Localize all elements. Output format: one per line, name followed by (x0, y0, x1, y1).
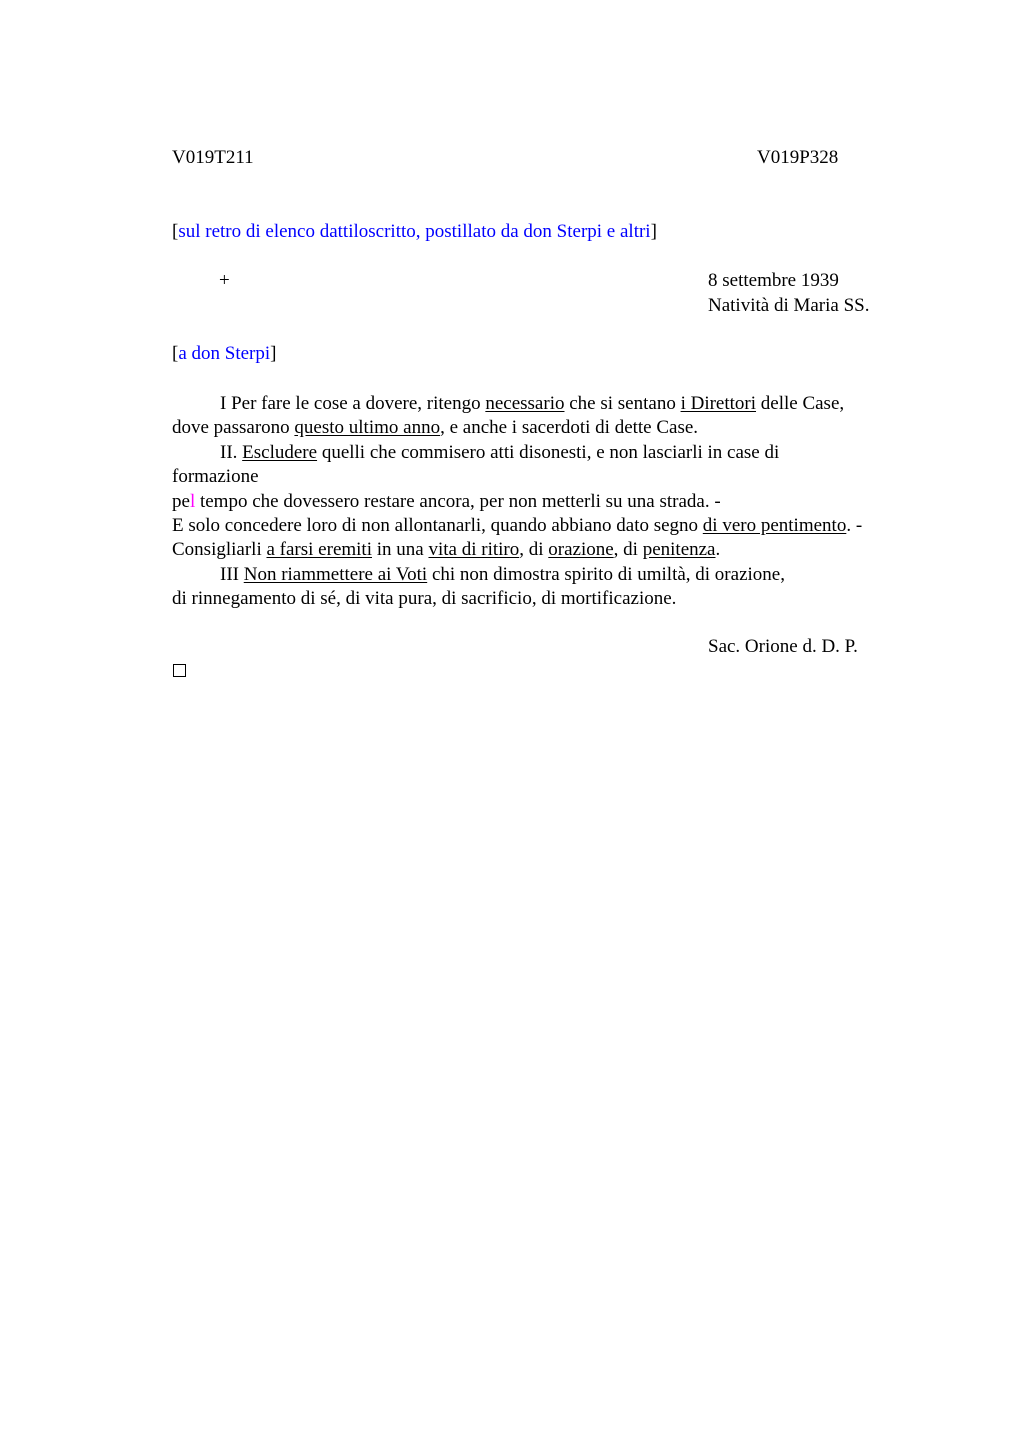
recipient-text: a don Sterpi (178, 343, 271, 364)
date-line: 8 settembre 1939 (708, 270, 839, 291)
recipient-note (172, 342, 276, 366)
underlined-text: a farsi eremiti (266, 539, 372, 561)
underlined-text: Non riammettere ai Voti (243, 563, 428, 585)
text-run: II. (220, 441, 243, 463)
underlined-text: Escludere (242, 441, 318, 463)
editor-note (172, 220, 657, 244)
feast-line: Natività di Maria SS. (708, 295, 870, 316)
text-run: . (715, 539, 721, 561)
underlined-text: penitenza (642, 539, 716, 561)
body-line (172, 416, 932, 440)
text-run: dove passarono (172, 417, 295, 439)
body-line (172, 538, 932, 562)
body-line (172, 514, 932, 538)
underlined-text: vita di ritiro (428, 539, 520, 561)
recipient-open-bracket: [ (172, 343, 179, 364)
text-run: chi non dimostra spirito di umiltà, di orazione, (427, 563, 785, 585)
underlined-text: questo ultimo anno (294, 417, 441, 439)
text-run: quelli che commisero atti disonesti, e non lasciarli in case di (317, 441, 780, 463)
text-run: I Per fare le cose a dovere, ritengo (220, 393, 486, 414)
cross-mark: + (219, 270, 230, 291)
underlined-text: i Direttori (680, 393, 757, 414)
body-line (172, 441, 932, 465)
text-run: delle Case, (756, 393, 845, 414)
body-line (172, 490, 932, 514)
text-run: pe (172, 490, 190, 512)
text-run: , di (613, 539, 643, 561)
underlined-text: di vero pentimento (702, 515, 847, 537)
text-run: . - (846, 515, 863, 537)
text-run: , di (519, 539, 549, 561)
text-run: che si sentano (564, 393, 681, 414)
text-run: formazione (172, 466, 259, 488)
text-run: III (220, 563, 244, 585)
recipient-close-bracket: ] (270, 343, 277, 364)
signature: Sac. Orione d. D. P. (708, 636, 858, 657)
text-run: Consigliarli (172, 539, 267, 561)
letter-body (172, 392, 932, 612)
document-code-left: V019T211 (172, 147, 254, 168)
body-line (172, 563, 932, 587)
text-run: E solo concedere loro di non allontanarli, quando abbiano dato segno (172, 515, 703, 537)
text-run: in una (372, 539, 429, 561)
text-run: tempo che dovessero restare ancora, per non metterli su una strada. - (195, 490, 721, 512)
text-run: di rinnegamento di sé, di vita pura, di sacrificio, di mortificazione. (172, 588, 677, 610)
editor-note-text: sul retro di elenco dattiloscritto, postillato da don Sterpi e altri (178, 221, 651, 242)
text-run: , e anche i sacerdoti di dette Case. (440, 417, 699, 439)
editor-note-close-bracket: ] (650, 221, 657, 242)
body-line (172, 587, 932, 611)
body-line (172, 392, 932, 416)
highlighted-letter: l (189, 490, 196, 512)
document-code-right: V019P328 (757, 147, 839, 168)
empty-square-icon (173, 664, 186, 677)
underlined-text: necessario (485, 393, 565, 414)
body-line (172, 465, 932, 489)
editor-note-open-bracket: [ (172, 221, 179, 242)
underlined-text: orazione (548, 539, 614, 561)
